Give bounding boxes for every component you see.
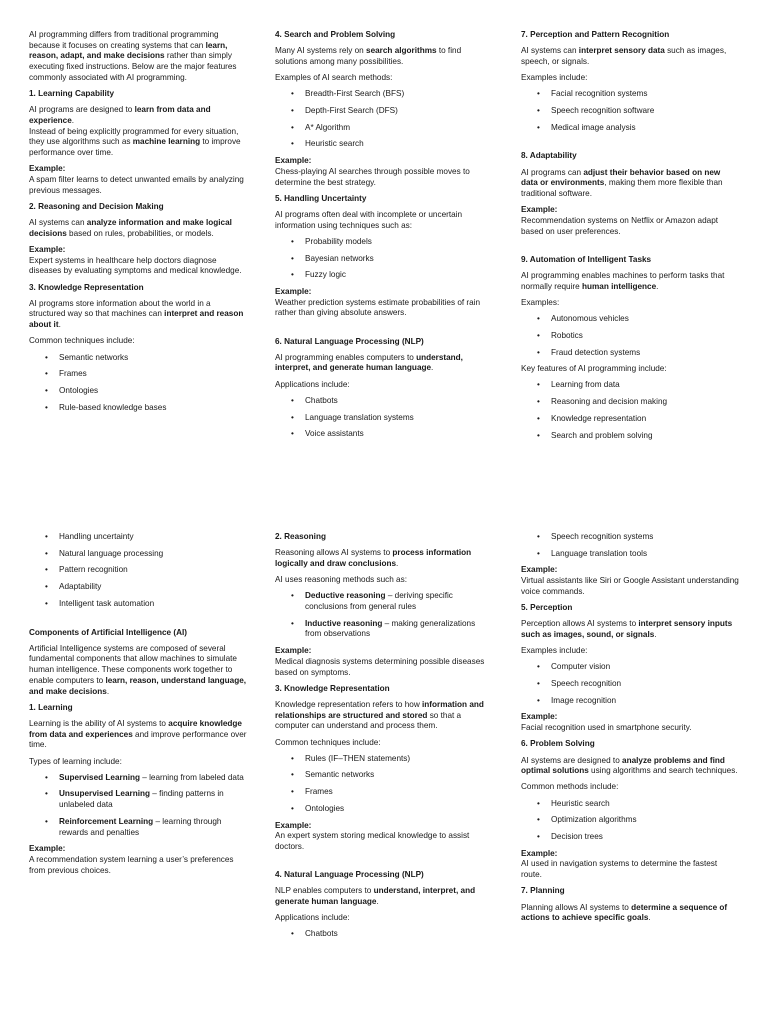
text: Reasoning allows AI systems to	[275, 548, 393, 558]
heading-adaptability: 8. Adaptability	[521, 151, 577, 161]
example-label: Example:	[29, 844, 66, 854]
text: Instead of being explicitly programmed for every situation, they use algorithms such as	[29, 126, 239, 147]
example-text: A spam filter learns to detect unwanted emails by analyzing previous messages.	[29, 174, 244, 195]
list-item: • Facial recognition systems	[551, 89, 739, 100]
intro-bold: learn, reason, adapt, and make decisions	[29, 40, 228, 61]
heading-automation: 9. Automation of Intelligent Tasks	[521, 254, 652, 264]
paragraph	[521, 46, 739, 67]
heading-knowledge-representation: 3. Knowledge Representation	[29, 282, 144, 292]
list-item: • Chatbots	[305, 929, 493, 940]
example-label: Example:	[521, 565, 558, 575]
bold-text: human intelligence	[581, 281, 657, 291]
paragraph	[29, 719, 247, 751]
list-item: • Speech recognition software	[551, 106, 739, 117]
example-text: Expert systems in healthcare help doctors diagnose diseases by evaluating symptoms and medical knowledge.	[29, 255, 242, 276]
list-item: • Computer vision	[551, 662, 739, 673]
list-item: • Handling uncertainty	[59, 532, 247, 543]
list-item: • Chatbots	[305, 396, 493, 407]
list-item: • Pattern recognition	[59, 565, 247, 576]
example-label: Example:	[29, 244, 66, 254]
text: .	[648, 913, 651, 923]
text: AI programs are designed to	[29, 105, 135, 115]
bold-text: process information logically and draw conclusions	[275, 548, 472, 568]
bullet-list	[521, 662, 739, 706]
text: AI programs can	[521, 167, 584, 177]
intro-paragraph	[29, 30, 247, 84]
paragraph	[275, 353, 493, 374]
text: .	[431, 363, 434, 373]
list-item: • Bayesian networks	[305, 254, 493, 265]
paragraph	[275, 46, 493, 67]
heading-planning: 7. Planning	[521, 886, 565, 896]
bold-text: information and relationships are structured and stored	[275, 699, 484, 720]
bold-text: learn, reason, understand language, and make decisions	[29, 675, 247, 696]
bold-text: Deductive reasoning	[305, 591, 386, 601]
list-item: • Autonomous vehicles	[551, 314, 739, 325]
list-item: • Natural language processing	[59, 549, 247, 560]
example-text: Medical diagnosis systems determining possible diseases based on symptoms.	[275, 656, 485, 677]
paragraph: Common techniques include:	[29, 336, 135, 346]
list-item: • Semantic networks	[305, 770, 493, 781]
example-text: An expert system storing medical knowledge to assist doctors.	[275, 831, 470, 851]
paragraph	[29, 218, 247, 239]
bold-text: Supervised Learning	[59, 772, 140, 782]
bullet-list	[521, 89, 739, 133]
example-text: Facial recognition used in smartphone security.	[521, 723, 692, 733]
text: NLP enables computers to	[275, 886, 374, 896]
list-item: • A* Algorithm	[305, 123, 493, 134]
paragraph: Applications include:	[275, 379, 350, 389]
heading-reasoning: 2. Reasoning	[275, 532, 326, 541]
list-item: • Search and problem solving	[551, 431, 739, 442]
list-item	[59, 789, 247, 810]
paragraph	[521, 619, 739, 640]
heading-handling-uncertainty: 5. Handling Uncertainty	[275, 193, 367, 203]
heading-perception: 5. Perception	[521, 603, 573, 613]
list-item: • Speech recognition systems	[551, 532, 739, 543]
spacer	[275, 858, 493, 870]
text: – deriving specific conclusions from general rules	[305, 591, 453, 612]
list-item: • Medical image analysis	[551, 123, 739, 134]
list-item: • Breadth-First Search (BFS)	[305, 89, 493, 100]
paragraph	[29, 105, 247, 126]
example-text: Weather prediction systems estimate probabilities of rain rather than giving absolute answers.	[275, 297, 481, 318]
text: Learning is the ability of AI systems to	[29, 718, 169, 728]
paragraph	[275, 700, 493, 732]
column-top-left	[29, 30, 247, 419]
bullet-list	[275, 929, 493, 940]
list-item	[305, 619, 493, 640]
paragraph: Applications include:	[275, 913, 350, 923]
heading-problem-solving: 6. Problem Solving	[521, 739, 595, 749]
list-item: • Fuzzy logic	[305, 270, 493, 281]
column-top-middle	[275, 30, 493, 446]
text: based on rules, probabilities, or models.	[66, 228, 214, 238]
text: – learning from labeled data	[140, 772, 244, 782]
example-label: Example:	[275, 820, 312, 830]
text: .	[376, 897, 379, 907]
paragraph: Examples:	[521, 297, 560, 307]
text: AI programming enables machines to perform tasks that normally require	[521, 271, 725, 291]
text: .	[654, 629, 657, 639]
text: Perception allows AI systems to	[521, 619, 639, 629]
list-item	[59, 773, 247, 784]
text: and improve performance over time.	[29, 729, 247, 750]
text: Artificial Intelligence systems are composed of several fundamental components that allow machines to simulate human intelligence. These components work together to enable computers to	[29, 643, 237, 685]
intro-text: AI programming differs from traditional programming because it focuses on creating systems that can	[29, 30, 219, 50]
list-item: • Probability models	[305, 237, 493, 248]
paragraph: Types of learning include:	[29, 756, 122, 766]
example-label: Example:	[29, 164, 66, 174]
paragraph: Examples of AI search methods:	[275, 73, 393, 83]
bullet-list	[521, 380, 739, 441]
text: using algorithms and search techniques.	[588, 766, 738, 776]
bullet-list	[275, 89, 493, 150]
list-item: • Intelligent task automation	[59, 599, 247, 610]
list-item: • Reasoning and decision making	[551, 397, 739, 408]
text: AI programming enables computers to	[275, 352, 417, 362]
heading-components-ai: Components of Artificial Intelligence (AI)	[29, 627, 187, 637]
paragraph: Examples include:	[521, 646, 588, 656]
bold-text: analyze problems and find optimal solutions	[521, 755, 725, 776]
list-item: • Semantic networks	[59, 353, 247, 364]
bold-text: Inductive reasoning	[305, 618, 383, 628]
bold-text: interpret sensory inputs such as images, sound, or signals	[521, 619, 733, 639]
list-item: • Adaptability	[59, 582, 247, 593]
bullet-list	[29, 532, 247, 610]
text: , making them more flexible than traditional software.	[521, 178, 723, 199]
example-text: AI used in navigation systems to determine the fastest route.	[521, 859, 718, 880]
bullet-list	[521, 314, 739, 358]
paragraph	[29, 644, 247, 698]
paragraph: Key features of AI programming include:	[521, 364, 667, 374]
list-item: • Learning from data	[551, 380, 739, 391]
column-bottom-left	[29, 532, 247, 882]
list-item: • Rules (IF–THEN statements)	[305, 754, 493, 765]
list-item: • Robotics	[551, 331, 739, 342]
text: such as images, speech, or signals.	[521, 46, 727, 66]
list-item: • Ontologies	[305, 804, 493, 815]
bold-text: learn from data and experience	[29, 105, 211, 125]
spacer	[521, 139, 739, 151]
text: Knowledge representation refers to how	[275, 699, 423, 709]
heading-reasoning-decision: 2. Reasoning and Decision Making	[29, 201, 164, 211]
bullet-list	[29, 773, 247, 839]
list-item: • Optimization algorithms	[551, 815, 739, 826]
paragraph	[29, 127, 247, 159]
heading-learning-capability: 1. Learning Capability	[29, 89, 115, 99]
heading-perception-pattern: 7. Perception and Pattern Recognition	[521, 30, 670, 39]
example-text: A recommendation system learning a user’s preferences from previous choices.	[29, 854, 234, 875]
text: so that a computer can understand and process them.	[275, 710, 462, 731]
heading-nlp: 6. Natural Language Processing (NLP)	[275, 336, 424, 346]
list-item: • Language translation tools	[551, 549, 739, 560]
bold-text: understand, interpret, and generate human language	[275, 886, 476, 907]
paragraph	[521, 168, 739, 200]
text: AI systems are designed to	[521, 755, 623, 765]
text: – learning through rewards and penalties	[59, 816, 222, 837]
heading-search-problem-solving: 4. Search and Problem Solving	[275, 30, 396, 39]
bold-text: analyze information and make logical decisions	[29, 218, 232, 238]
example-label: Example:	[275, 286, 312, 296]
text: Planning allows AI systems to	[521, 902, 632, 912]
bullet-list	[275, 591, 493, 640]
bold-text: understand, interpret, and generate human language	[275, 352, 463, 373]
list-item	[59, 817, 247, 838]
bold-text: adjust their behavior based on new data or environments	[521, 167, 721, 188]
bold-text: Unsupervised Learning	[59, 789, 150, 799]
column-bottom-middle	[275, 532, 493, 946]
paragraph: AI programs often deal with incomplete or uncertain information using techniques such as:	[275, 209, 463, 230]
text: .	[396, 558, 399, 568]
paragraph	[275, 548, 493, 569]
text: to improve performance over time.	[29, 137, 241, 158]
paragraph	[29, 299, 247, 331]
paragraph: Common methods include:	[521, 782, 619, 792]
spacer	[521, 243, 739, 255]
list-item: • Heuristic search	[551, 799, 739, 810]
spacer	[275, 325, 493, 337]
bold-text: interpret sensory data	[578, 46, 665, 56]
text: AI programs store information about the world in a structured way so that machines can	[29, 298, 211, 319]
spacer	[29, 616, 247, 628]
list-item: • Language translation systems	[305, 413, 493, 424]
bold-text: interpret and reason about it	[29, 309, 244, 330]
paragraph	[275, 886, 493, 907]
bullet-list	[275, 754, 493, 815]
bold-text: search algorithms	[366, 46, 437, 56]
text: AI systems can	[521, 46, 579, 56]
text: .	[71, 115, 75, 125]
list-item: • Voice assistants	[305, 429, 493, 440]
example-label: Example:	[521, 848, 558, 858]
paragraph: Examples include:	[521, 73, 588, 83]
bullet-list	[521, 532, 739, 559]
bullet-list	[29, 353, 247, 414]
list-item: • Rule-based knowledge bases	[59, 403, 247, 414]
list-item: • Fraud detection systems	[551, 348, 739, 359]
bullet-list	[521, 799, 739, 843]
list-item: • Heuristic search	[305, 139, 493, 150]
example-label: Example:	[521, 205, 558, 215]
text: .	[656, 281, 659, 291]
paragraph	[521, 271, 739, 292]
list-item: • Depth-First Search (DFS)	[305, 106, 493, 117]
bold-text: acquire knowledge from data and experiences	[29, 718, 242, 739]
text: – making generalizations from observations	[305, 618, 476, 639]
text: – finding patterns in unlabeled data	[59, 789, 224, 810]
heading-knowledge-representation: 3. Knowledge Representation	[275, 683, 390, 693]
example-text: Recommendation systems on Netflix or Amazon adapt based on user preferences.	[521, 215, 719, 236]
example-text: Chess-playing AI searches through possible moves to determine the best strategy.	[275, 166, 470, 187]
text: AI systems can	[29, 218, 87, 228]
column-top-right	[521, 30, 739, 447]
paragraph	[521, 756, 739, 777]
column-bottom-right	[521, 532, 739, 929]
text: .	[106, 686, 110, 696]
example-label: Example:	[275, 646, 312, 656]
example-label: Example:	[521, 712, 558, 722]
list-item: • Image recognition	[551, 696, 739, 707]
bullet-list	[275, 237, 493, 281]
list-item	[305, 591, 493, 612]
list-item: • Ontologies	[59, 386, 247, 397]
list-item: • Frames	[59, 369, 247, 380]
paragraph	[521, 903, 739, 924]
paragraph: AI uses reasoning methods such as:	[275, 575, 407, 585]
heading-learning: 1. Learning	[29, 702, 73, 712]
list-item: • Frames	[305, 787, 493, 798]
bold-text: machine learning	[132, 137, 201, 147]
text: .	[58, 320, 61, 330]
text: to find solutions among many possibilities.	[275, 46, 462, 66]
list-item: • Knowledge representation	[551, 414, 739, 425]
bullet-list	[275, 396, 493, 440]
intro-text-end: rather than simply executing fixed instructions. Below are the major features commonly associated with AI programming.	[29, 51, 237, 82]
text: Many AI systems rely on	[275, 46, 367, 56]
bold-text: Reinforcement Learning	[59, 816, 154, 826]
paragraph: Common techniques include:	[275, 737, 381, 747]
heading-nlp: 4. Natural Language Processing (NLP)	[275, 870, 424, 880]
example-text: Virtual assistants like Siri or Google Assistant understanding voice commands.	[521, 576, 739, 596]
list-item: • Speech recognition	[551, 679, 739, 690]
example-label: Example:	[275, 156, 312, 166]
bold-text: determine a sequence of actions to achieve specific goals	[521, 902, 728, 923]
list-item: • Decision trees	[551, 832, 739, 843]
